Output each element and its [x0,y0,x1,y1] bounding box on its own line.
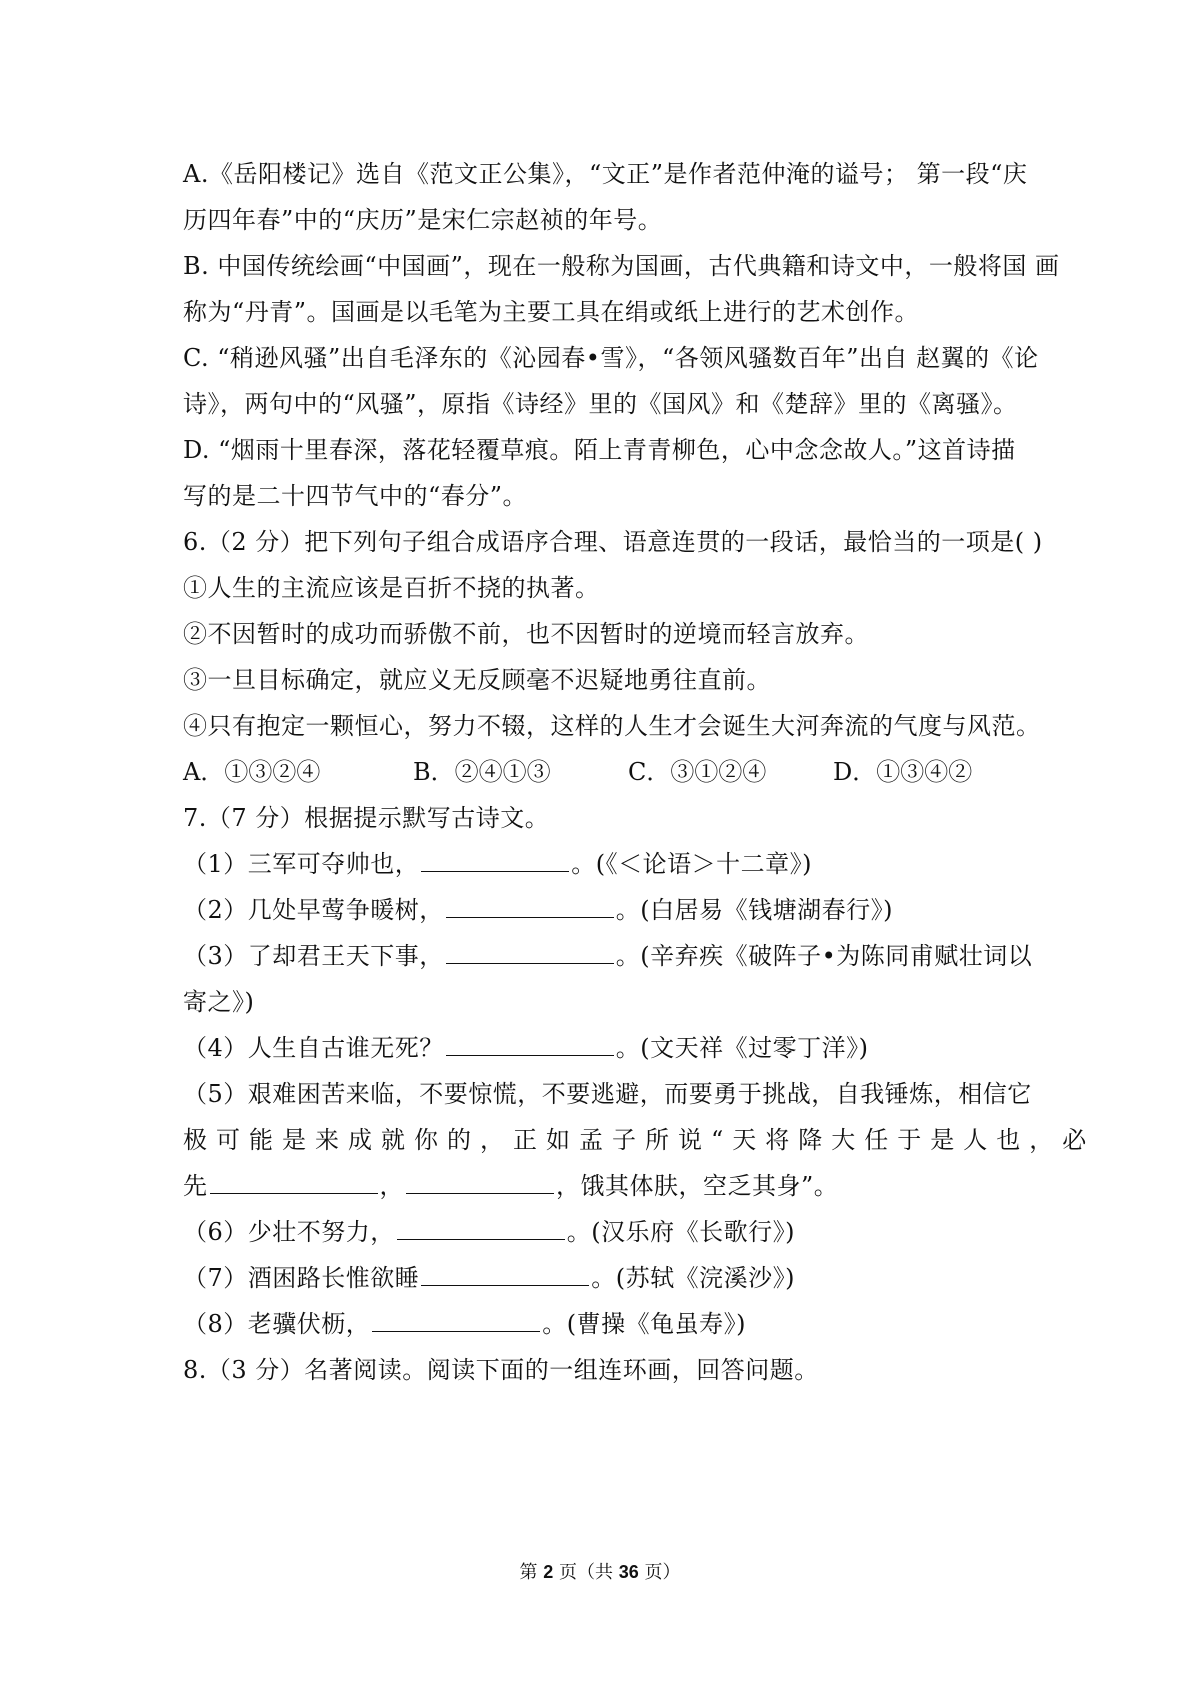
q6-option-c[interactable]: C．③①②④ [628,758,767,786]
footer-suffix: 页） [644,1562,681,1583]
q7-item-5-blank-2[interactable] [406,1171,554,1194]
q7-item-1-blank[interactable] [421,849,569,872]
q6-sentence-3: ③一旦目标确定，就应义无反顾毫不迟疑地勇往直前。 [183,666,771,694]
q5-option-b-line1: B. 中国传统绘画“中国画”，现在一般称为国画，古代典籍和诗文中，一般将国 画 [183,252,1060,280]
footer-page-number: 2 [543,1562,554,1582]
q7-item-5-line3 [183,1170,1023,1202]
q7-stem: 7.（7 分）根据提示默写古诗文。 [183,804,550,832]
q7-item-4-source: 。(文天祥《过零丁洋》) [615,1034,869,1062]
q7-item-1-source: 。(《＜论语＞十二章》) [571,850,813,878]
q7-item-3 [183,940,1033,972]
q7-item-4-prompt: （4）人生自古谁无死？ [183,1034,444,1062]
q7-item-3-prompt: （3）了却君王天下事， [183,942,444,970]
q7-item-5-comma: ， [379,1172,404,1200]
q7-item-2 [183,894,1023,926]
q5-option-c-line2: 诗》，两句中的“风骚”，原指《诗经》里的《国风》和《楚辞》里的《离骚》。 [183,390,1018,418]
footer-total-pages: 36 [618,1562,639,1582]
q5-option-c-line1: C. “稍逊风骚”出自毛泽东的《沁园春•雪》，“各领风骚数百年”出自 赵翼的《论 [183,344,1039,372]
q7-item-5-prefix: 先 [183,1172,208,1200]
q5-option-d-line1: D. “烟雨十里春深，落花轻覆草痕。陌上青青柳色，心中念念故人。”这首诗描 [183,436,1016,464]
q7-item-4-blank[interactable] [446,1033,614,1056]
q6-sentence-1: ①人生的主流应该是百折不挠的执著。 [183,574,600,602]
q6-option-a[interactable]: A．①③②④ [183,758,321,786]
q6-option-d[interactable]: D．①③④② [833,758,973,786]
q7-item-8-source: 。(曹操《龟虽寿》) [542,1310,747,1338]
q7-item-8-blank[interactable] [372,1309,540,1332]
q7-item-7-prompt: （7）酒困路长惟欲睡 [183,1264,420,1292]
q7-item-5-line2: 极可能是来成就你的，正如孟子所说“天将降大任于是人也，必 [183,1126,1096,1154]
q7-item-3-source: 。(辛弃疾《破阵子•为陈同甫赋壮词以 [615,942,1033,970]
q6-stem: 6.（2 分）把下列句子组合成语序合理、语意连贯的一段话，最恰当的一项是( ) [183,528,1043,556]
q7-item-2-prompt: （2）几处早莺争暖树， [183,896,444,924]
q7-item-3-blank[interactable] [446,941,614,964]
q7-item-8 [183,1308,1023,1340]
q5-option-d-line2: 写的是二十四节气中的“春分”。 [183,482,528,510]
q5-option-a-line2: 历四年春”中的“庆历”是宋仁宗赵祯的年号。 [183,206,663,234]
page-footer [0,1560,1200,1585]
q7-item-7-blank[interactable] [421,1263,589,1286]
footer-middle: 页（共 [558,1562,613,1583]
q7-item-5-line1: （5）艰难困苦来临，不要惊慌，不要逃避，而要勇于挑战，自我锤炼，相信它 [183,1080,1032,1108]
q7-item-4 [183,1032,1023,1064]
q6-sentence-2: ②不因暂时的成功而骄傲不前，也不因暂时的逆境而轻言放弃。 [183,620,869,648]
q7-item-6-prompt: （6）少壮不努力， [183,1218,395,1246]
q7-item-2-blank[interactable] [446,895,614,918]
q5-option-b-line2: 称为“丹青”。国画是以毛笔为主要工具在绢或纸上进行的艺术创作。 [183,298,920,326]
q7-item-5-suffix: ，饿其体肤，空乏其身”。 [556,1172,839,1200]
q7-item-6-blank[interactable] [397,1217,565,1240]
q7-item-6 [183,1216,1023,1248]
q7-item-1 [183,848,1023,880]
footer-prefix: 第 [519,1562,538,1583]
q7-item-6-source: 。(汉乐府《长歌行》) [566,1218,796,1246]
q7-item-7-source: 。(苏轼《浣溪沙》) [591,1264,796,1292]
q6-option-b[interactable]: B．②④①③ [413,758,551,786]
q6-sentence-4: ④只有抱定一颗恒心，努力不辍，这样的人生才会诞生大河奔流的气度与风范。 [183,712,1041,740]
q7-item-1-prompt: （1）三军可夺帅也， [183,850,420,878]
q7-item-7 [183,1262,1023,1294]
q7-item-3-continuation: 寄之》) [183,988,255,1016]
q7-item-5-blank-1[interactable] [210,1171,378,1194]
q5-option-a-line1: A.《岳阳楼记》选自《范文正公集》，“文正”是作者范仲淹的谥号； 第一段“庆 [183,160,1028,188]
q7-item-8-prompt: （8）老骥伏枥， [183,1310,371,1338]
q8-stem: 8.（3 分）名著阅读。阅读下面的一组连环画，回答问题。 [183,1356,819,1384]
q7-item-2-source: 。(白居易《钱塘湖春行》) [615,896,894,924]
